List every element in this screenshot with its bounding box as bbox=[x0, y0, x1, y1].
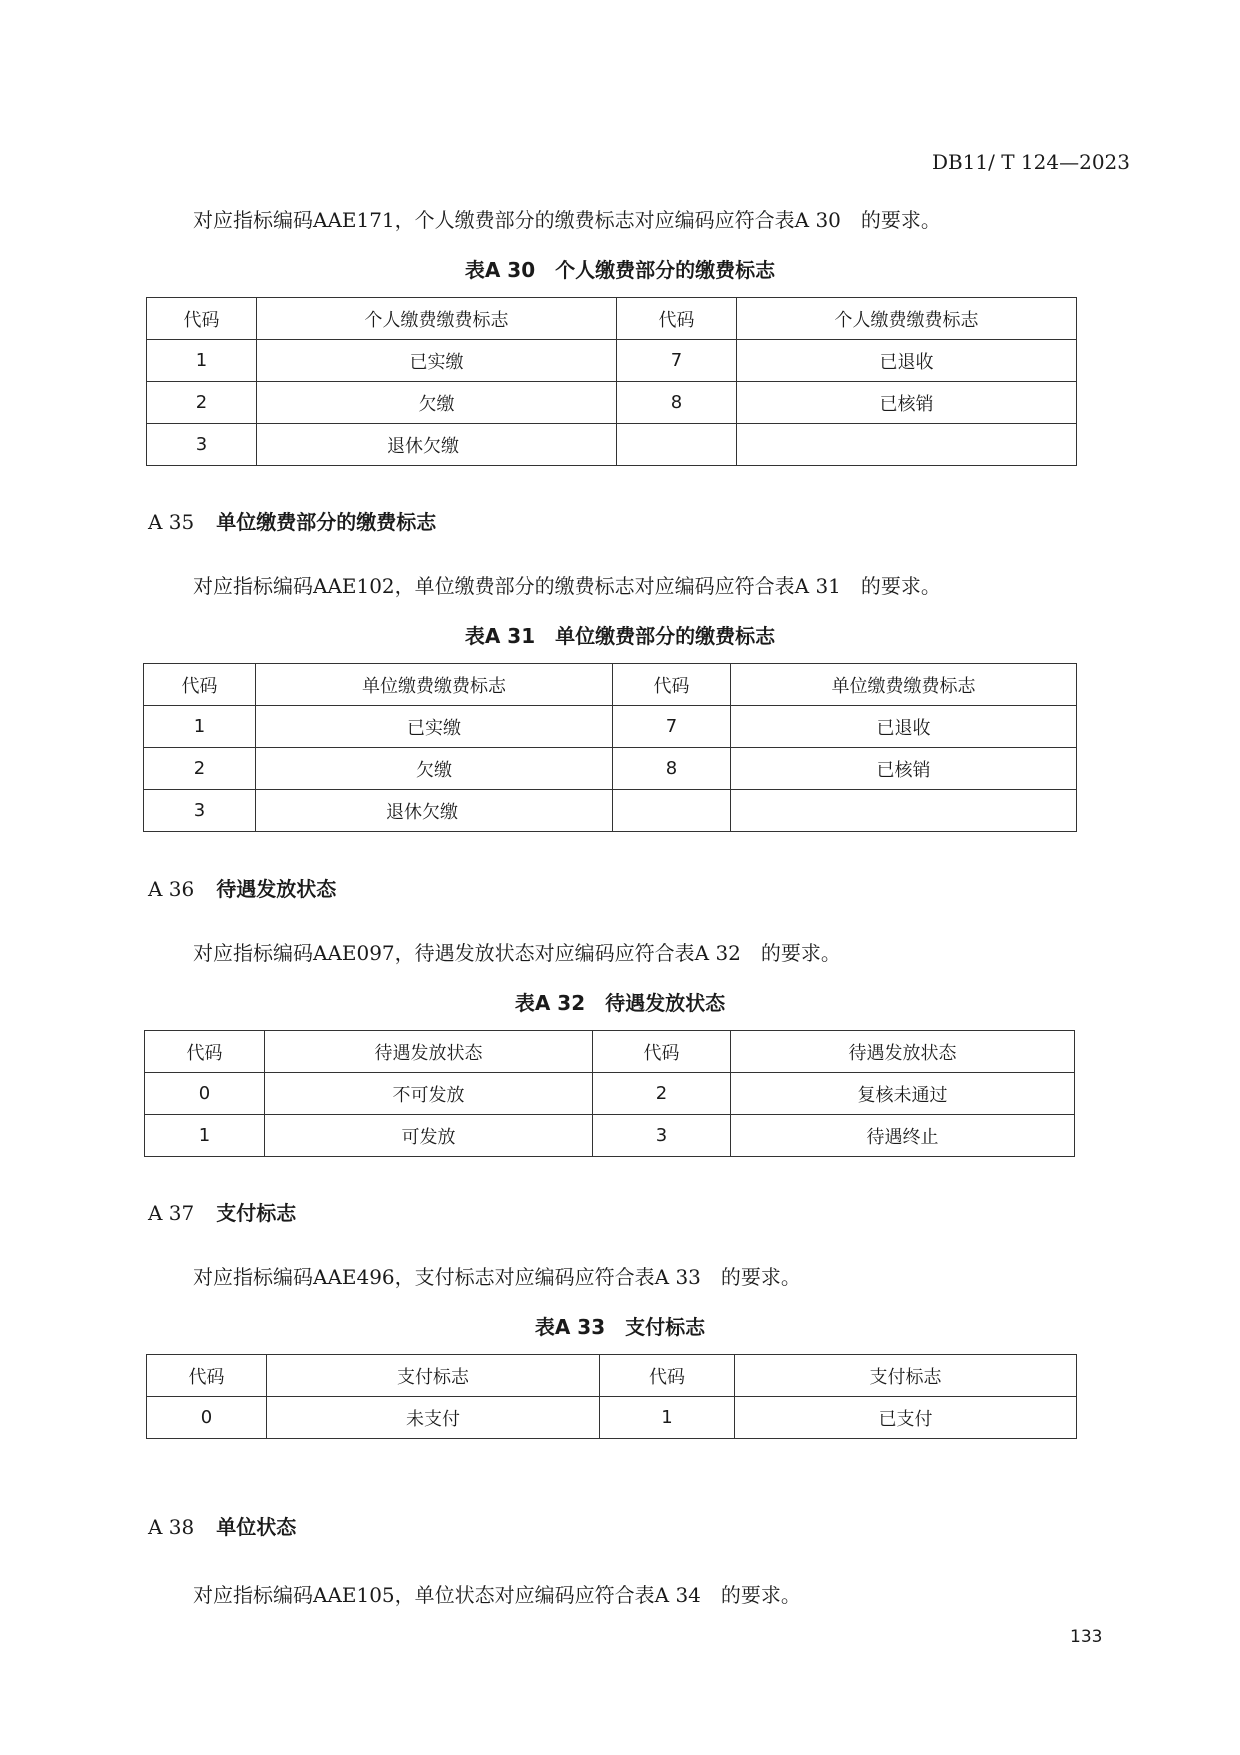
section-number: A 37 bbox=[148, 1201, 195, 1225]
section-number: A 35 bbox=[148, 510, 195, 534]
table-cell bbox=[617, 424, 737, 466]
table-cell: 复核未通过 bbox=[731, 1073, 1075, 1115]
table-header-row bbox=[147, 1355, 1077, 1397]
table-cell: 待遇终止 bbox=[731, 1115, 1075, 1157]
header-cell: 代码 bbox=[600, 1355, 735, 1397]
header-cell: 支付标志 bbox=[735, 1355, 1077, 1397]
table-cell: 可发放 bbox=[265, 1115, 593, 1157]
paragraph-aae496: 对应指标编码AAE496，支付标志对应编码应符合表A 33 的要求。 bbox=[193, 1265, 801, 1289]
page-number: 133 bbox=[1070, 1627, 1103, 1647]
section-title: 待遇发放状态 bbox=[216, 877, 337, 901]
header-cell: 代码 bbox=[144, 664, 256, 706]
header-cell: 代码 bbox=[147, 1355, 267, 1397]
header-cell: 代码 bbox=[613, 664, 731, 706]
table-cell: 已退收 bbox=[731, 706, 1077, 748]
table-cell: 欠缴 bbox=[257, 382, 617, 424]
paragraph-aae097: 对应指标编码AAE097，待遇发放状态对应编码应符合表A 32 的要求。 bbox=[193, 941, 841, 965]
table-cell: 3 bbox=[593, 1115, 731, 1157]
table-cell: 0 bbox=[145, 1073, 265, 1115]
table-cell: 欠缴 bbox=[256, 748, 613, 790]
section-title: 单位状态 bbox=[216, 1515, 297, 1539]
table-cell: 已核销 bbox=[737, 382, 1077, 424]
section-heading-a35 bbox=[148, 506, 436, 535]
table-cell: 已支付 bbox=[735, 1397, 1077, 1439]
table-row bbox=[145, 1073, 1075, 1115]
paragraph-aae171: 对应指标编码AAE171，个人缴费部分的缴费标志对应编码应符合表A 30 的要求。 bbox=[193, 208, 941, 232]
header-cell: 单位缴费缴费标志 bbox=[256, 664, 613, 706]
header-cell: 待遇发放状态 bbox=[265, 1031, 593, 1073]
table-cell bbox=[737, 424, 1077, 466]
table-cell: 已实缴 bbox=[256, 706, 613, 748]
header-cell: 代码 bbox=[617, 298, 737, 340]
table-cell: 2 bbox=[147, 382, 257, 424]
section-number: A 38 bbox=[148, 1515, 195, 1539]
section-heading-a37 bbox=[148, 1197, 296, 1226]
document-id: DB11/ T 124—2023 bbox=[931, 150, 1130, 174]
table-cell: 退休欠缴 bbox=[257, 424, 617, 466]
paragraph-aae102: 对应指标编码AAE102，单位缴费部分的缴费标志对应编码应符合表A 31 的要求。 bbox=[193, 574, 941, 598]
table-cell: 8 bbox=[617, 382, 737, 424]
table-a33 bbox=[146, 1354, 1077, 1439]
table-caption-a32: 表A 32 待遇发放状态 bbox=[514, 991, 726, 1015]
table-cell: 2 bbox=[144, 748, 256, 790]
section-title: 单位缴费部分的缴费标志 bbox=[216, 510, 437, 534]
table-caption-a31: 表A 31 单位缴费部分的缴费标志 bbox=[464, 624, 776, 648]
table-row bbox=[147, 382, 1077, 424]
table-cell: 8 bbox=[613, 748, 731, 790]
table-cell: 2 bbox=[593, 1073, 731, 1115]
table-header-row bbox=[145, 1031, 1075, 1073]
table-a32 bbox=[144, 1030, 1075, 1157]
section-number: A 36 bbox=[148, 877, 195, 901]
paragraph-aae105: 对应指标编码AAE105，单位状态对应编码应符合表A 34 的要求。 bbox=[193, 1583, 801, 1607]
table-cell: 不可发放 bbox=[265, 1073, 593, 1115]
header-cell: 待遇发放状态 bbox=[731, 1031, 1075, 1073]
table-caption-a33: 表A 33 支付标志 bbox=[534, 1315, 706, 1339]
table-cell bbox=[731, 790, 1077, 832]
table-caption-a30: 表A 30 个人缴费部分的缴费标志 bbox=[464, 258, 776, 282]
table-cell bbox=[613, 790, 731, 832]
table-cell: 7 bbox=[613, 706, 731, 748]
header-cell: 单位缴费缴费标志 bbox=[731, 664, 1077, 706]
section-heading-a36 bbox=[148, 873, 336, 902]
table-row bbox=[147, 340, 1077, 382]
header-cell: 支付标志 bbox=[267, 1355, 600, 1397]
section-heading-a38 bbox=[148, 1511, 296, 1540]
table-row bbox=[144, 748, 1077, 790]
table-cell: 1 bbox=[147, 340, 257, 382]
section-title: 支付标志 bbox=[216, 1201, 297, 1225]
table-cell: 1 bbox=[145, 1115, 265, 1157]
table-header-row bbox=[144, 664, 1077, 706]
table-row bbox=[145, 1115, 1075, 1157]
header-cell: 代码 bbox=[147, 298, 257, 340]
header-cell: 个人缴费缴费标志 bbox=[257, 298, 617, 340]
table-cell: 3 bbox=[147, 424, 257, 466]
table-row bbox=[144, 790, 1077, 832]
table-cell: 已退收 bbox=[737, 340, 1077, 382]
table-header-row bbox=[147, 298, 1077, 340]
table-cell: 7 bbox=[617, 340, 737, 382]
table-cell: 已核销 bbox=[731, 748, 1077, 790]
table-cell: 退休欠缴 bbox=[256, 790, 613, 832]
table-cell: 3 bbox=[144, 790, 256, 832]
table-cell: 1 bbox=[600, 1397, 735, 1439]
table-a30 bbox=[146, 297, 1077, 466]
header-cell: 个人缴费缴费标志 bbox=[737, 298, 1077, 340]
table-cell: 0 bbox=[147, 1397, 267, 1439]
table-cell: 已实缴 bbox=[257, 340, 617, 382]
table-row bbox=[147, 424, 1077, 466]
header-cell: 代码 bbox=[145, 1031, 265, 1073]
table-row bbox=[147, 1397, 1077, 1439]
table-cell: 1 bbox=[144, 706, 256, 748]
header-cell: 代码 bbox=[593, 1031, 731, 1073]
table-cell: 未支付 bbox=[267, 1397, 600, 1439]
table-row bbox=[144, 706, 1077, 748]
table-a31 bbox=[143, 663, 1077, 832]
